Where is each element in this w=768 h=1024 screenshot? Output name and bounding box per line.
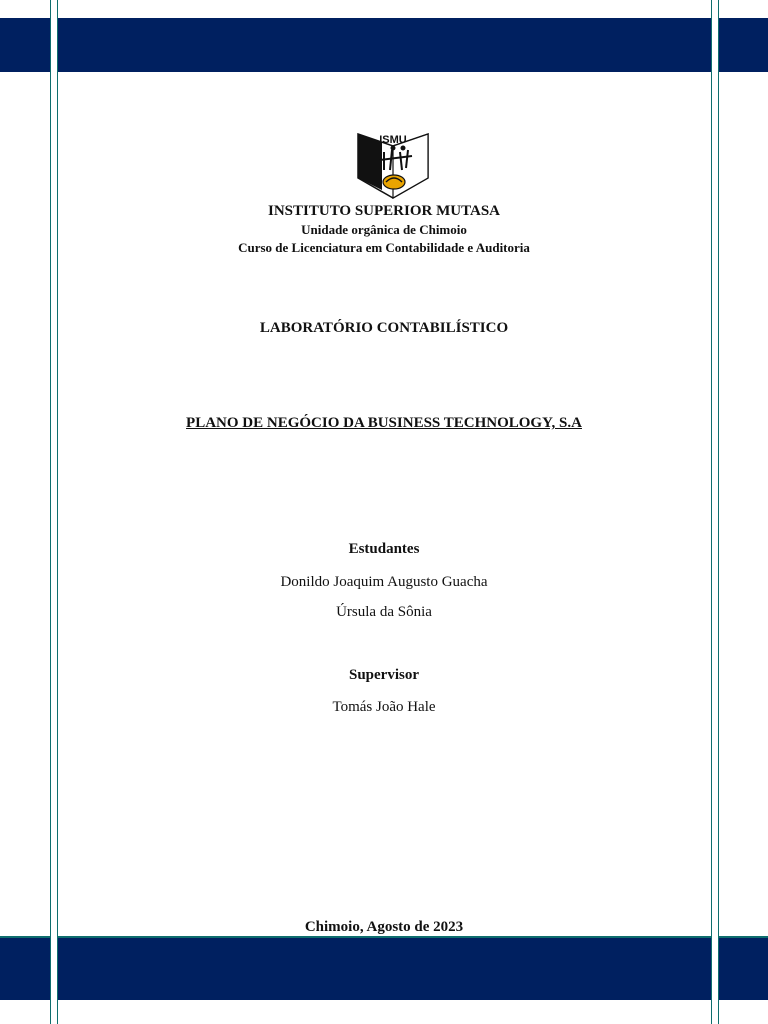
students-heading: Estudantes xyxy=(348,541,420,557)
supervisor-heading: Supervisor xyxy=(348,667,419,683)
institution-unit: Unidade orgânica de Chimoio xyxy=(301,222,467,237)
ismu-logo xyxy=(356,130,430,200)
place-date: Chimoio, Agosto de 2023 xyxy=(304,919,464,935)
subject-title: LABORATÓRIO CONTABILÍSTICO xyxy=(259,320,509,336)
student-name: Donildo Joaquim Augusto Guacha xyxy=(280,574,488,590)
header-band xyxy=(0,18,768,72)
student-name: Úrsula da Sônia xyxy=(336,604,432,620)
left-border-line xyxy=(50,0,58,1024)
supervisor-name: Tomás João Hale xyxy=(332,699,436,715)
institution-course: Curso de Licenciatura em Contabilidade e Auditoria xyxy=(238,240,530,255)
document-title: PLANO DE NEGÓCIO DA BUSINESS TECHNOLOGY, S.A xyxy=(186,415,582,431)
logo-text: ISMU xyxy=(379,134,407,146)
institution-name: INSTITUTO SUPERIOR MUTASA xyxy=(268,203,500,219)
footer-band xyxy=(0,936,768,1000)
right-border-line xyxy=(711,0,719,1024)
